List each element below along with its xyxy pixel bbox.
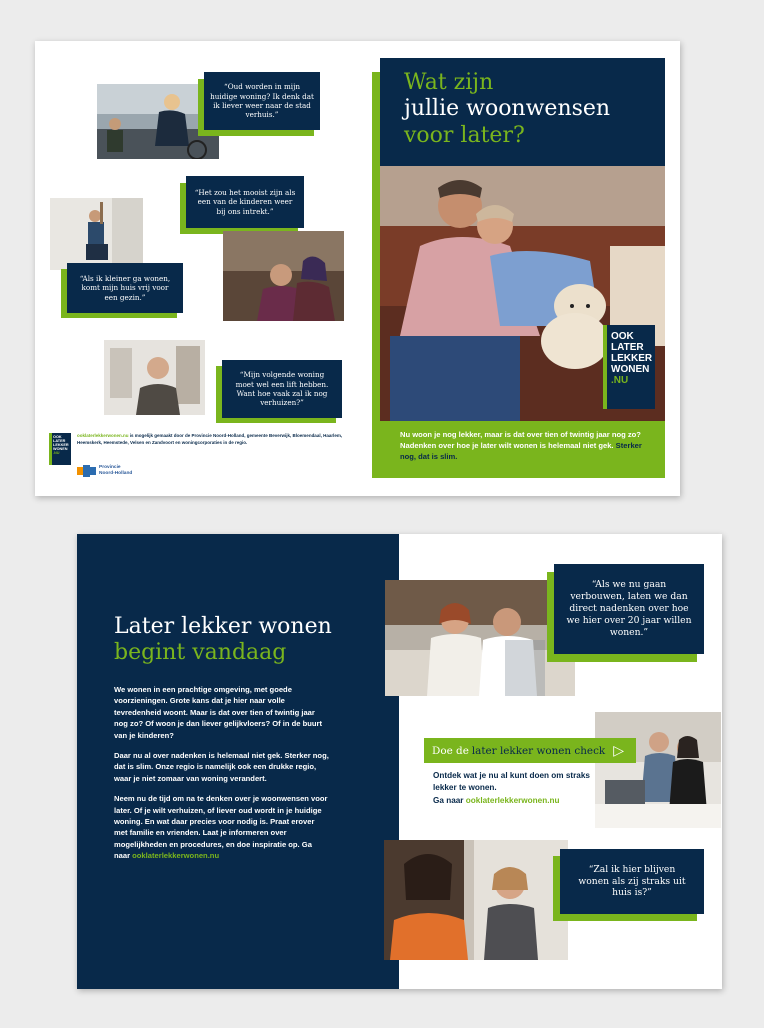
heading-line-1: Later lekker wonen — [114, 614, 332, 639]
check-website-link[interactable]: ooklaterlekkerwonen.nu — [465, 795, 560, 805]
footer-credit-text: ooklaterlekkerwonen.nu is mogelijk gemaakt door de Provincie Noord-Holland, gemeente Beverwijk, Bloemendaal, Haarlem, Heemskerk, Heemstede, Velsen en Zandvoort en woningcorporaties in de regio. — [77, 433, 343, 445]
photo-man-painting — [50, 198, 143, 270]
title-block — [380, 58, 665, 166]
province-logo: Provincie Noord-Holland — [77, 464, 132, 478]
paragraph-3: Neem nu de tijd om na te denken over je woonwensen voor later. Of je wilt verhuizen, of liever oud wordt in je huidige woning. En wat daar precies voor nodig is. Praat erover met familie en vrienden. Laat je informeren over mogelijkheden en procedures, en doe inspiratie op. Ga naar ooklaterlekkerwonen.nu — [114, 794, 328, 861]
photo-older-man — [104, 340, 205, 415]
quote-text: “Als we nu gaan verbouwen, laten we dan direct nadenken over hoe we hier over 20 jaar willen wonen.” — [566, 579, 692, 638]
green-intro-text: Nu woon je nog lekker, maar is dat over tien of twintig jaar nog zo? Nadenken over hoe je later wilt wonen is helemaal niet gek. Sterker nog, dat is slim. — [400, 430, 642, 461]
quote-card-lift — [216, 360, 342, 423]
photo-couple-laptop — [595, 712, 721, 828]
heading — [114, 614, 332, 667]
quote-text: “Zal ik hier blijven wonen als zij straks uit huis is?” — [578, 863, 686, 899]
check-description: Ontdek wat je nu al kunt doen om straks lekker te wonen. Ga naar ooklaterlekkerwonen.nu — [433, 771, 590, 805]
body-paragraphs — [114, 684, 329, 861]
quote-card-renovate — [547, 564, 704, 662]
heading-line-2: begint vandaag — [114, 640, 287, 666]
quote-text: “Mijn volgende woning moet wel een lift hebben. Want hoe vaak zal ik nog verhuizen?” — [235, 370, 329, 408]
quote-text: “Het zou het mooist zijn als een van de kinderen weer bij ons intrekt.” — [194, 187, 296, 216]
footer-small-badge: OOK LATER LEKKER WONEN .NU — [49, 433, 71, 465]
title-line-3: voor later? — [404, 122, 525, 148]
top-spread — [35, 41, 680, 496]
quote-text: “Oud worden in mijn huidige woning? Ik denk dat ik liever weer naar de stad verhuis.” — [210, 82, 314, 120]
quote-text: “Als ik kleiner ga wonen, komt mijn huis vrij voor een gezin.” — [79, 273, 171, 302]
quote-card-family — [61, 263, 183, 318]
quote-card-stay — [553, 849, 704, 921]
check-cta-button[interactable]: Doe de later lekker wonen check ▷ — [424, 738, 636, 763]
paragraph-1: We wonen in een prachtige omgeving, met goede voorzieningen. Grote kans dat je hier naar volle tevredenheid woont. Maar is dat over tien of twintig jaar nog zo? Of woon je dan liever gelijkvloers? Of in de buurt van je kinderen? — [114, 685, 323, 740]
province-logo-icon — [77, 465, 97, 477]
ook-later-lekker-wonen-badge: OOK LATER LEKKER WONEN .NU — [603, 325, 655, 409]
website-link[interactable]: ooklaterlekkerwonen.nu — [132, 851, 220, 861]
footer-link[interactable]: ooklaterlekkerwonen.nu — [77, 433, 129, 438]
photo-two-women — [384, 840, 568, 960]
photo-elderly-couple — [223, 231, 344, 321]
bottom-spread — [77, 534, 722, 989]
paragraph-2: Daar nu al over nadenken is helemaal niet gek. Sterker nog, dat is slim. Onze regio is namelijk ook een drukke regio, waar je niet zomaar van woning verandert. — [114, 750, 329, 783]
play-arrow-icon: ▷ — [613, 742, 624, 759]
quote-card-children — [180, 176, 304, 234]
title-line-2: jullie woonwensen — [404, 96, 611, 122]
title-line-1: Wat zijn — [404, 70, 494, 95]
quote-card-city — [198, 72, 320, 136]
